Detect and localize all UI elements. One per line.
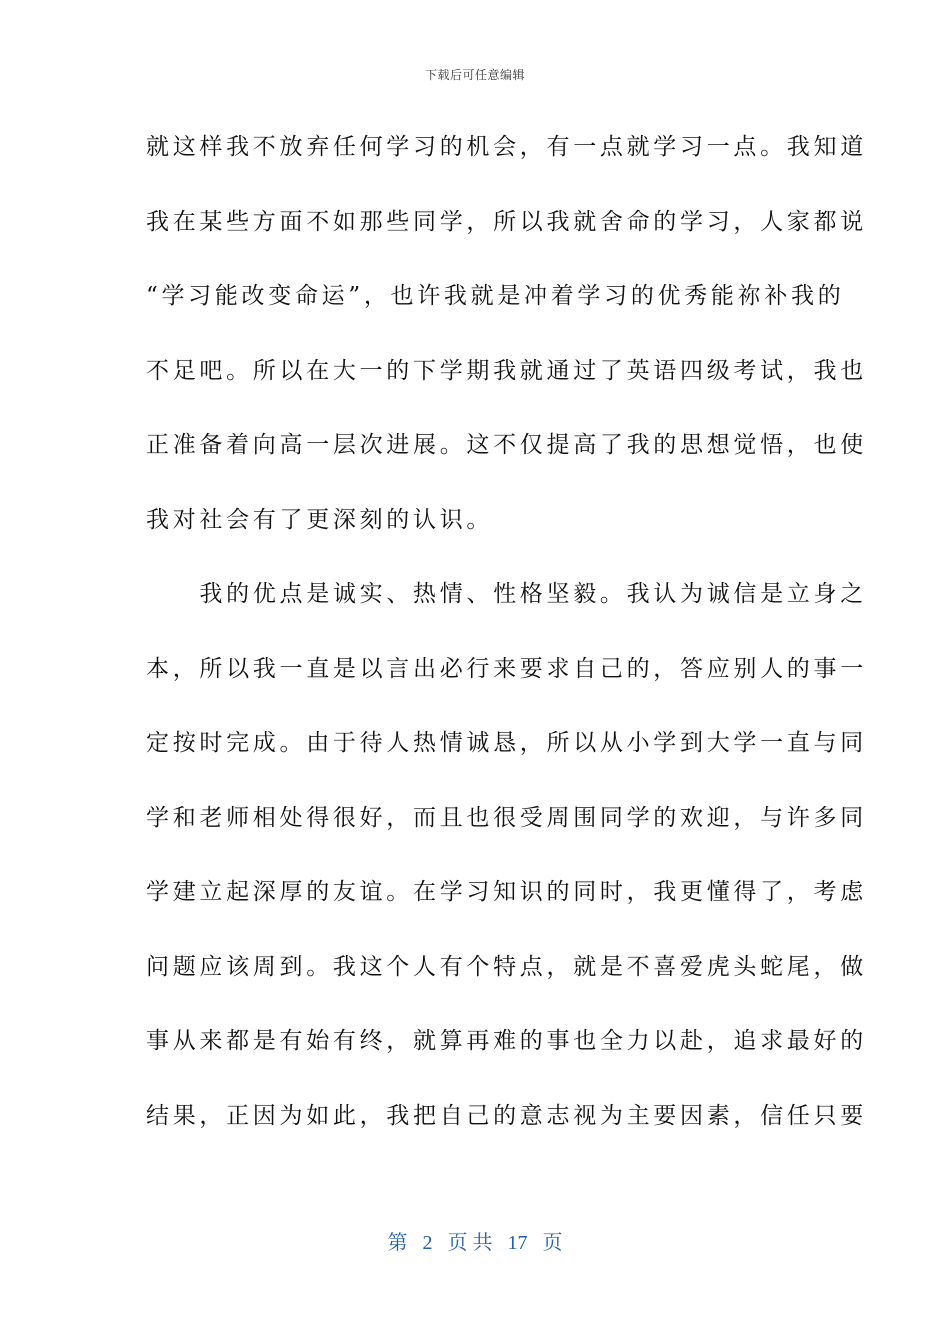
text-line: 结果，正因为如此，我把自己的意志视为主要因素，信任只要 (146, 1102, 867, 1129)
body-text (146, 122, 867, 1165)
text-line: 本，所以我一直是以言出必行来要求自己的，答应别人的事一 (146, 655, 867, 682)
header-note: 下载后可任意编辑 (424, 68, 525, 82)
text-line: 学建立起深厚的友谊。在学习知识的同时，我更懂得了，考虑 (146, 879, 867, 905)
text-line: “学习能改变命运”，也许我就是冲着学习的优秀能祢补我的 (146, 283, 845, 309)
text-line: 我的优点是诚实、热情、性格坚毅。我认为诚信是立身之 (146, 581, 867, 607)
text-line: 事从来都是有始有终，就算再难的事也全力以赴，追求最好的 (146, 1028, 867, 1054)
text-line: 问题应该周到。我这个人有个特点，就是不喜爱虎头蛇尾，做 (146, 953, 867, 980)
text-line: 学和老师相处得很好，而且也很受周围同学的欢迎，与许多同 (146, 804, 867, 831)
total-page-count: 17 (507, 1232, 528, 1254)
text-line: 我对社会有了更深刻的认识。 (146, 506, 494, 533)
text-line: 我在某些方面不如那些同学，所以我就舍命的学习，人家都说 (146, 208, 867, 235)
page-number-footer (0, 1226, 950, 1255)
footer-prefix: 第 (387, 1232, 408, 1254)
text-line: 正准备着向高一层次进展。这不仅提高了我的思想觉悟，也使 (146, 432, 867, 458)
footer-suffix: 页 (542, 1232, 563, 1254)
text-line: 定按时完成。由于待人热情诚恳，所以从小学到大学一直与同 (146, 730, 867, 756)
current-page-number: 2 (422, 1232, 433, 1254)
text-line: 就这样我不放弃任何学习的机会，有一点就学习一点。我知道 (146, 134, 867, 160)
footer-middle: 页 共 (447, 1232, 493, 1254)
text-line: 不足吧。所以在大一的下学期我就通过了英语四级考试，我也 (146, 357, 867, 384)
